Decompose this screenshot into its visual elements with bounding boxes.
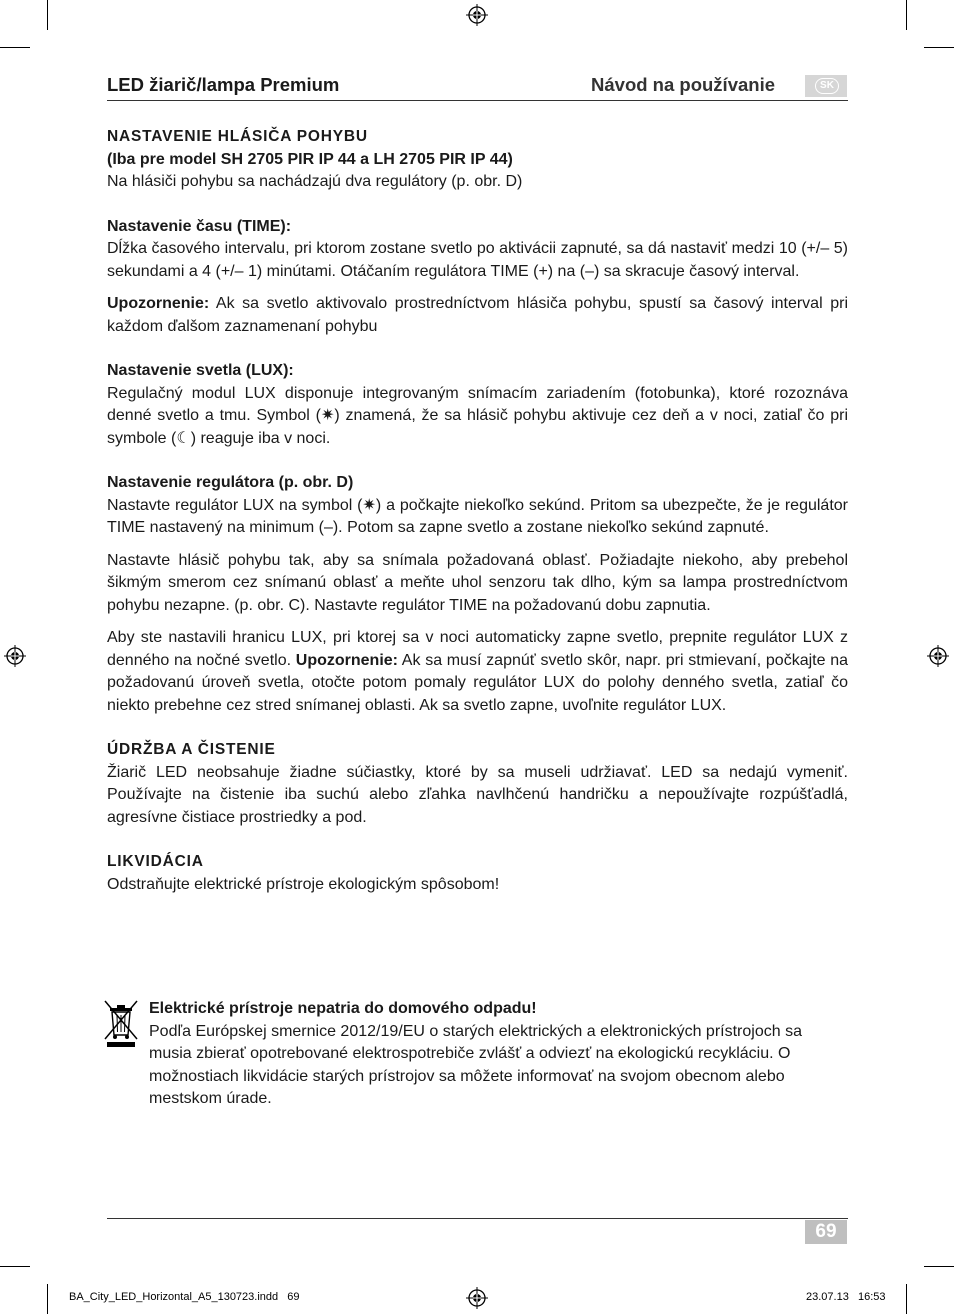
document-title: LED žiarič/lampa Premium — [107, 74, 340, 95]
crossed-bin-icon — [101, 999, 141, 1049]
header-rule — [107, 100, 848, 101]
registration-mark-icon — [927, 645, 949, 667]
paragraph-lux: Regulačný modul LUX disponuje integrovaným snímacím zariadením (fotobunka), ktoré rozoznáva denné svetlo a tmu. Symbol (✷) znamená, že sa hlásič pohybu aktivuje cez deň a v noci, zatiaľ čo pri symbole (☾) reaguje iba v noci. — [107, 384, 848, 447]
crop-mark — [0, 47, 30, 48]
paragraph-disposal: Odstraňujte elektrické prístroje ekologickým spôsobom! — [107, 875, 500, 893]
footer-file-info: BA_City_LED_Horizontal_A5_130723.indd 69 — [69, 1291, 300, 1303]
section-heading-disposal: LIKVIDÁCIA — [107, 853, 204, 870]
note-label: Upozornenie: — [107, 295, 210, 312]
section-heading-motion: NASTAVENIE HLÁSIČA POHYBU — [107, 128, 368, 145]
crop-mark — [47, 0, 48, 30]
paragraph-time: Dĺžka časového intervalu, pri ktorom zostane svetlo po aktivácii zapnuté, sa dá nastaviť medzi 10 (+/– 5) sekundami a 4 (+/– 1) minútami. Otáčaním regulátora TIME (+) na (–) sa skracuje časový interval. — [107, 240, 848, 280]
section-heading-time: Nastavenie času (TIME): — [107, 217, 292, 235]
crop-mark — [0, 1266, 30, 1267]
paragraph-regulator-2: Nastavte hlásič pohybu tak, aby sa snímala požadovaná oblasť. Požiadajte niekoho, aby prebehol šikmým smerom cez snímanú oblasť a meňte uhol senzoru tak dlho, kým sa lampa prostredníctvom pohybu nezapne. (p. obr. C). Nastavte regulátor TIME na požadovanú dobu zapnutia. — [107, 551, 848, 614]
footer-rule — [107, 1218, 848, 1219]
section-heading-maintenance: ÚDRŽBA A ČISTENIE — [107, 741, 276, 758]
document-subtitle: Návod na používanie — [591, 74, 776, 95]
page-number: 69 — [805, 1220, 847, 1244]
registration-mark-icon — [466, 4, 488, 26]
paragraph-regulator-3a: Aby ste nastavili hranicu LUX, pri ktorej sa v noci automaticky zapne svetlo, prepnite regulátor LUX z denného na nočné svetlo. — [107, 629, 848, 669]
paragraph-regulator-3b: Ak sa musí zapnúť svetlo skôr, napr. pri stmievaní, počkajte na požadovanú úroveň svetla, otočte potom pomaly regulátor LUX do polohy denného svetla, zatiaľ čo niekto prebehne cez stred snímanej oblasti. Ak sa svetlo zapne, uvoľnite regulátor LUX. — [107, 651, 849, 714]
registration-mark-icon — [466, 1287, 488, 1309]
crop-mark — [924, 1266, 954, 1267]
crop-mark — [906, 0, 907, 30]
footer-date: 23.07.13 16:53 — [806, 1291, 886, 1303]
registration-mark-icon — [4, 645, 26, 667]
section-subheading-motion: (Iba pre model SH 2705 PIR IP 44 a LH 2705 PIR IP 44) — [107, 150, 513, 168]
weee-body: Podľa Európskej smernice 2012/19/EU o starých elektrických a elektronických prístrojoch sa musia zbierať opotrebované elektrospotrebiče zvlášť a odviezť na ekologickú recykláciu. O možnostiach likvidácie starých prístrojov sa môžete informovať na svojom obecnom alebo mestskom úrade. — [149, 1022, 802, 1107]
crop-mark — [924, 47, 954, 48]
note-label: Upozornenie: — [295, 651, 398, 669]
weee-heading: Elektrické prístroje nepatria do domového odpadu! — [149, 1000, 537, 1017]
note-text: Ak sa svetlo aktivovalo prostredníctvom hlásiča pohybu, spustí sa časový interval pri každom ďalšom zaznamenaní pohybu — [107, 295, 848, 335]
paragraph-maintenance: Žiarič LED neobsahuje žiadne súčiastky, ktoré by sa museli udržiavať. LED sa nedajú vymeniť. Používajte na čistenie iba suchú alebo zľahka navlhčenú handričku a nepoužívajte rozpúšťadlá, agresívne čistiace prostriedky a pod. — [107, 763, 848, 826]
main-content — [107, 126, 848, 896]
language-badge-label: SK — [815, 78, 839, 94]
section-heading-regulator: Nastavenie regulátora (p. obr. D) — [107, 474, 354, 491]
weee-notice — [149, 998, 849, 1111]
crop-mark — [47, 1284, 48, 1314]
paragraph-motion-intro: Na hlásiči pohybu sa nachádzajú dva regulátory (p. obr. D) — [107, 173, 523, 190]
section-heading-lux: Nastavenie svetla (LUX): — [107, 362, 294, 379]
crop-mark — [906, 1284, 907, 1314]
paragraph-time-note — [107, 293, 848, 338]
paragraph-regulator-1: Nastavte regulátor LUX na symbol (✷) a počkajte niekoľko sekúnd. Pritom sa ubezpečte, že je regulátor TIME nastavený na minimum (–). Potom sa zapne svetlo a zostane niekoľko sekúnd zapnuté. — [107, 496, 848, 536]
paragraph-regulator-3 — [107, 627, 848, 717]
language-badge — [805, 75, 847, 97]
